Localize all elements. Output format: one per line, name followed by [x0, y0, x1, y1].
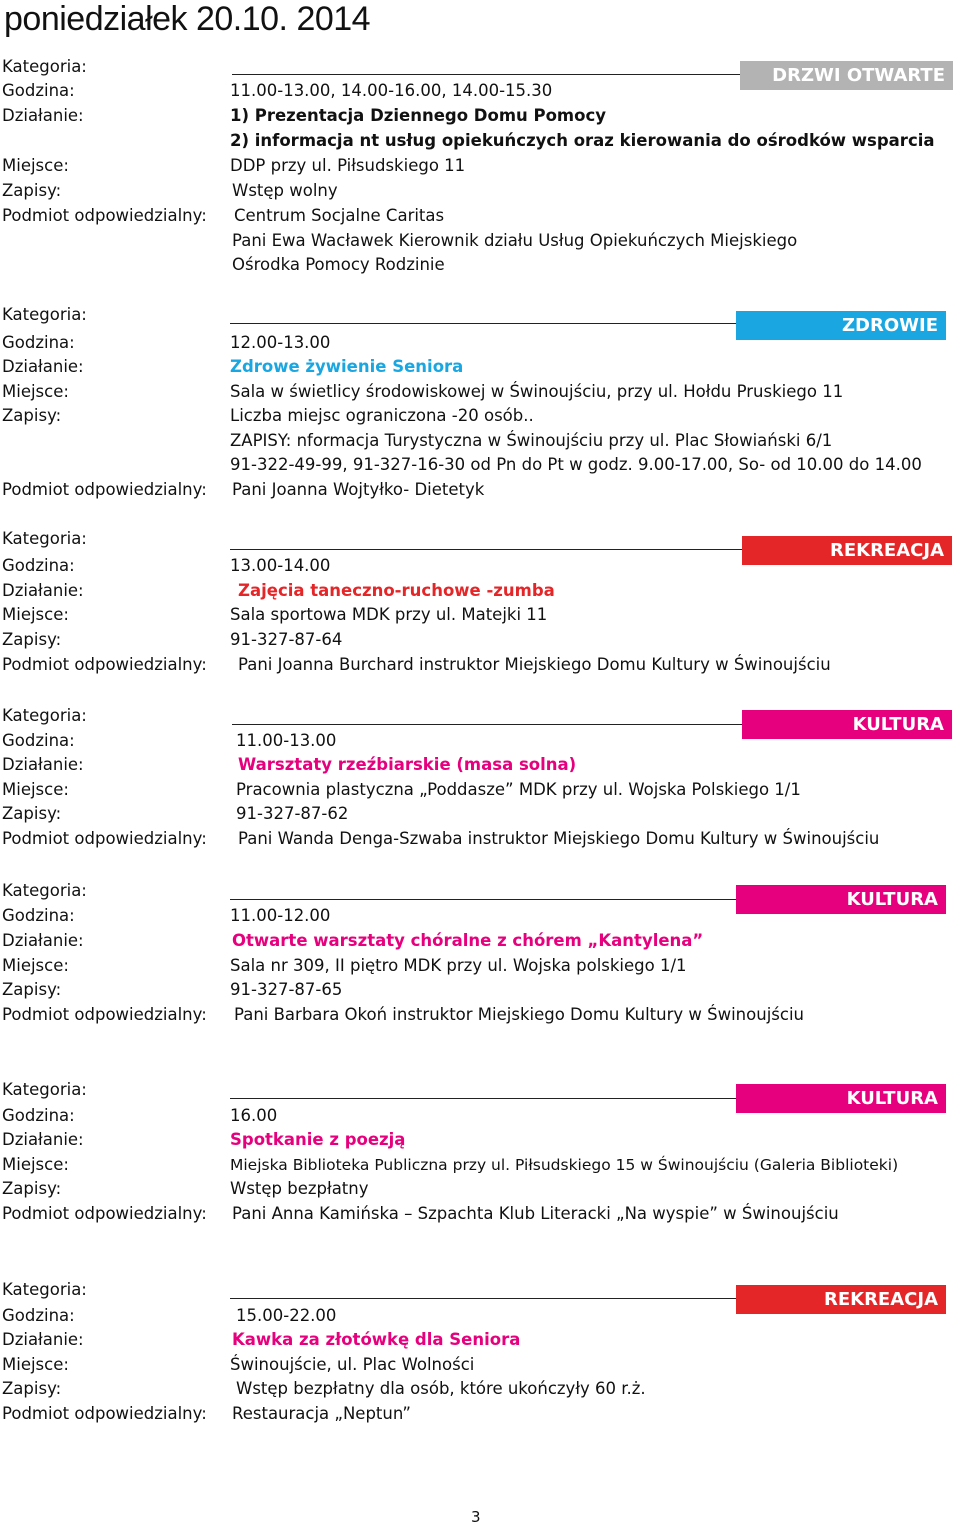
dzialanie-value: Zajęcia taneczno-ruchowe -zumba — [238, 581, 555, 600]
podmiot-value: Pani Wanda Denga-Szwaba instruktor Miejskiego Domu Kultury w Świnoujściu — [238, 829, 880, 848]
category-badge-zdrowie: ZDROWIE — [736, 311, 946, 340]
miejsce-label: Miejsce: — [2, 956, 69, 975]
podmiot-value-3: Ośrodka Pomocy Rodzinie — [232, 255, 445, 274]
miejsce-label: Miejsce: — [2, 382, 69, 401]
category-line — [230, 1098, 736, 1099]
category-badge-kultura: KULTURA — [736, 885, 946, 914]
zapisy-label: Zapisy: — [2, 804, 62, 823]
zapisy-label: Zapisy: — [2, 406, 62, 425]
kategoria-label: Kategoria: — [2, 57, 87, 76]
miejsce-value: Sala sportowa MDK przy ul. Matejki 11 — [230, 605, 548, 624]
dzialanie-label: Działanie: — [2, 581, 84, 600]
podmiot-value-2: Pani Ewa Wacławek Kierownik działu Usług Opiekuńczych Miejskiego — [232, 231, 798, 250]
miejsce-label: Miejsce: — [2, 1155, 69, 1174]
miejsce-label: Miejsce: — [2, 156, 69, 175]
zapisy-label: Zapisy: — [2, 980, 62, 999]
category-badge-kultura: KULTURA — [742, 710, 952, 739]
podmiot-label: Podmiot odpowiedzialny: — [2, 1204, 207, 1223]
category-line — [230, 549, 742, 550]
godzina-label: Godzina: — [2, 81, 75, 100]
godzina-value: 16.00 — [230, 1106, 278, 1125]
dzialanie-label: Działanie: — [2, 357, 84, 376]
dzialanie-value: Spotkanie z poezją — [230, 1130, 406, 1149]
zapisy-value: Liczba miejsc ograniczona -20 osób.. — [230, 406, 534, 425]
dzialanie-label: Działanie: — [2, 755, 84, 774]
zapisy-label: Zapisy: — [2, 1179, 62, 1198]
godzina-label: Godzina: — [2, 333, 75, 352]
miejsce-value: Sala nr 309, II piętro MDK przy ul. Wojska polskiego 1/1 — [230, 956, 687, 975]
podmiot-value: Pani Barbara Okoń instruktor Miejskiego Domu Kultury w Świnoujściu — [234, 1005, 804, 1024]
podmiot-value: Pani Joanna Burchard instruktor Miejskiego Domu Kultury w Świnoujściu — [238, 655, 831, 674]
miejsce-value: Sala w świetlicy środowiskowej w Świnoujściu, przy ul. Hołdu Pruskiego 11 — [230, 382, 844, 401]
category-badge-kultura: KULTURA — [736, 1084, 946, 1113]
category-line — [230, 323, 736, 324]
dzialanie-label: Działanie: — [2, 1330, 84, 1349]
zapisy-value: Wstęp bezpłatny — [230, 1179, 369, 1198]
miejsce-value: Pracownia plastyczna „Poddasze” MDK przy ul. Wojska Polskiego 1/1 — [236, 780, 801, 799]
dzialanie-value: Kawka za złotówkę dla Seniora — [232, 1330, 521, 1349]
miejsce-value: Świnoujście, ul. Plac Wolności — [230, 1355, 475, 1374]
dzialanie-value: Warsztaty rzeźbiarskie (masa solna) — [238, 755, 577, 774]
godzina-value: 11.00-13.00 — [236, 731, 337, 750]
podmiot-label: Podmiot odpowiedzialny: — [2, 206, 207, 225]
godzina-value: 11.00-12.00 — [230, 906, 331, 925]
godzina-label: Godzina: — [2, 1106, 75, 1125]
zapisy-value-3: 91-322-49-99, 91-327-16-30 od Pn do Pt w godz. 9.00-17.00, So- od 10.00 do 14.00 — [230, 455, 922, 474]
dzialanie-value: 1) Prezentacja Dziennego Domu Pomocy — [230, 106, 606, 125]
dzialanie-value: Otwarte warsztaty chóralne z chórem „Kantylena” — [232, 931, 704, 950]
miejsce-value: Miejska Biblioteka Publiczna przy ul. Piłsudskiego 15 w Świnoujściu (Galeria Biblioteki) — [230, 1156, 899, 1174]
miejsce-label: Miejsce: — [2, 780, 69, 799]
dzialanie-value-2: 2) informacja nt usług opiekuńczych oraz kierowania do ośrodków wsparcia — [230, 131, 935, 150]
category-line — [232, 74, 740, 75]
zapisy-value: 91-327-87-64 — [230, 630, 343, 649]
godzina-value: 13.00-14.00 — [230, 556, 331, 575]
podmiot-label: Podmiot odpowiedzialny: — [2, 1404, 207, 1423]
miejsce-value: DDP przy ul. Piłsudskiego 11 — [230, 156, 466, 175]
zapisy-value-2: ZAPISY: nformacja Turystyczna w Świnoujściu przy ul. Plac Słowiański 6/1 — [230, 431, 833, 450]
godzina-value: 11.00-13.00, 14.00-16.00, 14.00-15.30 — [230, 81, 553, 100]
podmiot-label: Podmiot odpowiedzialny: — [2, 1005, 207, 1024]
podmiot-value: Restauracja „Neptun” — [232, 1404, 411, 1423]
dzialanie-label: Działanie: — [2, 106, 84, 125]
godzina-label: Godzina: — [2, 556, 75, 575]
kategoria-label: Kategoria: — [2, 1080, 87, 1099]
page-number: 3 — [471, 1508, 481, 1526]
kategoria-label: Kategoria: — [2, 305, 87, 324]
podmiot-label: Podmiot odpowiedzialny: — [2, 655, 207, 674]
kategoria-label: Kategoria: — [2, 529, 87, 548]
zapisy-label: Zapisy: — [2, 1379, 62, 1398]
kategoria-label: Kategoria: — [2, 881, 87, 900]
zapisy-label: Zapisy: — [2, 181, 62, 200]
dzialanie-label: Działanie: — [2, 931, 84, 950]
category-badge-drzwi-otwarte: DRZWI OTWARTE — [740, 61, 953, 90]
category-badge-rekreacja: REKREACJA — [736, 1285, 946, 1314]
godzina-label: Godzina: — [2, 731, 75, 750]
category-line — [232, 724, 742, 725]
podmiot-value: Centrum Socjalne Caritas — [234, 206, 445, 225]
zapisy-value: Wstęp bezpłatny dla osób, które ukończyły 60 r.ż. — [236, 1379, 646, 1398]
miejsce-label: Miejsce: — [2, 1355, 69, 1374]
podmiot-label: Podmiot odpowiedzialny: — [2, 480, 207, 499]
podmiot-value: Pani Joanna Wojtyłko- Dietetyk — [232, 480, 485, 499]
zapisy-value: 91-327-87-62 — [236, 804, 349, 823]
dzialanie-value: Zdrowe żywienie Seniora — [230, 357, 464, 376]
podmiot-label: Podmiot odpowiedzialny: — [2, 829, 207, 848]
kategoria-label: Kategoria: — [2, 1280, 87, 1299]
godzina-value: 15.00-22.00 — [236, 1306, 337, 1325]
category-line — [230, 1298, 736, 1299]
zapisy-label: Zapisy: — [2, 630, 62, 649]
miejsce-label: Miejsce: — [2, 605, 69, 624]
podmiot-value: Pani Anna Kamińska – Szpachta Klub Literacki „Na wyspie” w Świnoujściu — [232, 1204, 839, 1223]
godzina-value: 12.00-13.00 — [230, 333, 331, 352]
page-title: poniedziałek 20.10. 2014 — [4, 0, 371, 38]
category-line — [230, 899, 736, 900]
godzina-label: Godzina: — [2, 1306, 75, 1325]
kategoria-label: Kategoria: — [2, 706, 87, 725]
category-badge-rekreacja: REKREACJA — [742, 536, 952, 565]
zapisy-value: 91-327-87-65 — [230, 980, 343, 999]
dzialanie-label: Działanie: — [2, 1130, 84, 1149]
godzina-label: Godzina: — [2, 906, 75, 925]
zapisy-value: Wstęp wolny — [232, 181, 338, 200]
